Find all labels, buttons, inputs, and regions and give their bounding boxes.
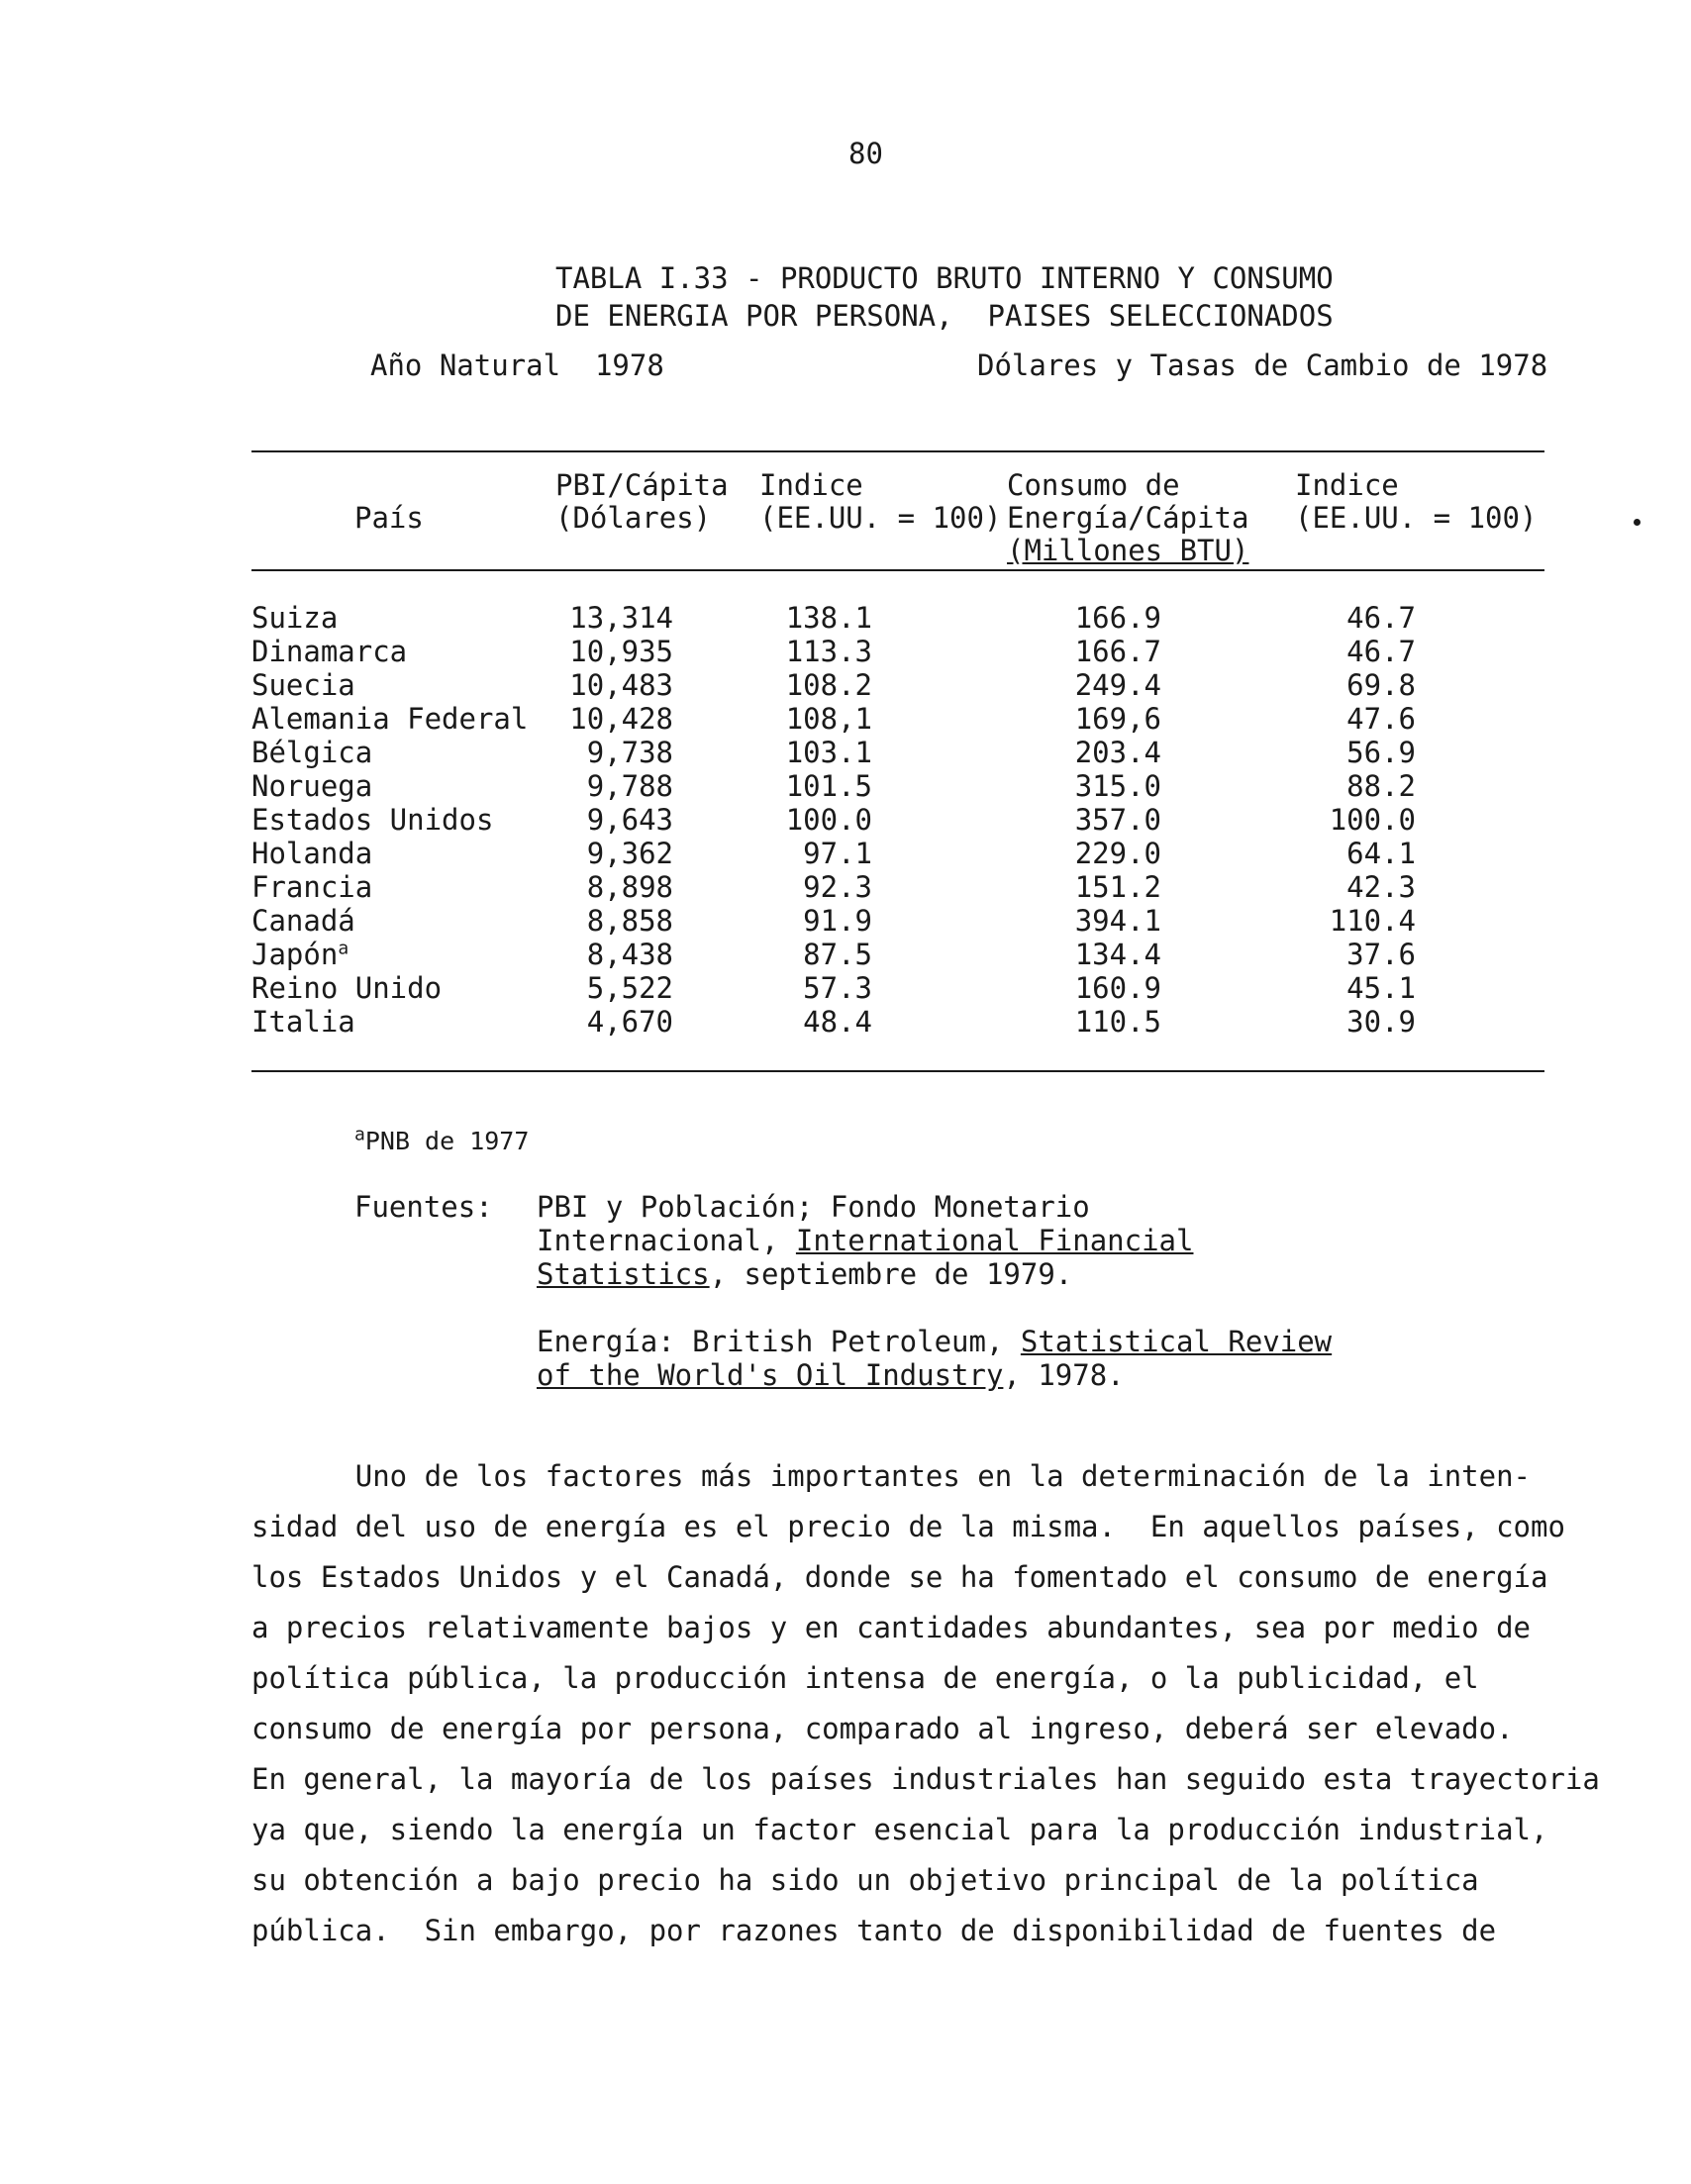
country-cell: Dinamarca — [251, 635, 408, 668]
energy-cell: 151.2 — [1074, 870, 1161, 904]
table-row — [0, 668, 1691, 702]
gdp-cell: 9,643 — [586, 803, 673, 837]
energy-cell: 166.9 — [1074, 601, 1161, 635]
table-row — [0, 837, 1691, 870]
country-cell: Francia — [251, 870, 373, 904]
table-top-rule — [251, 450, 1544, 452]
header-index2-line2: (EE.UU. = 100) — [1295, 501, 1538, 535]
header-index2-line1: Indice — [1295, 468, 1399, 502]
country-cell: Suecia — [251, 668, 355, 702]
footnote-marker: a — [354, 1124, 365, 1145]
energy-index-cell: 100.0 — [1329, 803, 1416, 837]
energy-index-cell: 37.6 — [1346, 938, 1416, 971]
energy-cell: 166.7 — [1074, 635, 1161, 668]
footnote-marker: a — [338, 938, 349, 959]
body-paragraph — [251, 1451, 1600, 1956]
energy-index-cell: 46.7 — [1346, 601, 1416, 635]
energy-index-cell: 47.6 — [1346, 702, 1416, 736]
gdp-index-cell: 108.2 — [785, 668, 872, 702]
gdp-index-cell: 113.3 — [785, 635, 872, 668]
energy-index-cell: 56.9 — [1346, 736, 1416, 769]
gdp-cell: 10,428 — [569, 702, 673, 736]
energy-index-cell: 30.9 — [1346, 1005, 1416, 1039]
paragraph-line: pública. Sin embargo, por razones tanto de disponibilidad de fuentes de — [251, 1914, 1497, 1947]
energy-cell: 315.0 — [1074, 769, 1161, 803]
country-cell: Suiza — [251, 601, 339, 635]
paragraph-line: sidad del uso de energía es el precio de la misma. En aquellos países, como — [251, 1510, 1565, 1543]
table-row — [0, 803, 1691, 837]
gdp-index-cell: 92.3 — [803, 870, 872, 904]
source-energy — [537, 1325, 1348, 1392]
paragraph-line: a precios relativamente bajos y en cantidades abundantes, sea por medio de — [251, 1611, 1532, 1644]
paragraph-line: En general, la mayoría de los países industriales han seguido esta trayectoria — [251, 1762, 1600, 1796]
energy-cell: 134.4 — [1074, 938, 1161, 971]
gdp-index-cell: 91.9 — [803, 904, 872, 938]
table-bottom-rule — [251, 1070, 1544, 1072]
gdp-index-cell: 57.3 — [803, 971, 872, 1005]
energy-index-cell: 88.2 — [1346, 769, 1416, 803]
source-gdp-suffix: , septiembre de 1979. — [709, 1257, 1073, 1291]
header-gdp-line1: PBI/Cápita — [555, 468, 729, 502]
gdp-index-cell: 97.1 — [803, 837, 872, 870]
scan-speck — [1634, 519, 1641, 526]
source-gdp — [537, 1190, 1348, 1291]
energy-index-cell: 46.7 — [1346, 635, 1416, 668]
table-row — [0, 601, 1691, 635]
energy-cell: 203.4 — [1074, 736, 1161, 769]
table-row — [0, 870, 1691, 904]
table-title-line-1: TABLA I.33 - PRODUCTO BRUTO INTERNO Y CONSUMO — [555, 261, 1334, 295]
sources-label: Fuentes: — [354, 1190, 493, 1224]
header-index1-line2: (EE.UU. = 100) — [759, 501, 1002, 535]
country-cell: Estados Unidos — [251, 803, 494, 837]
gdp-cell: 4,670 — [586, 1005, 673, 1039]
header-energy-line2: Energía/Cápita — [1007, 501, 1249, 535]
country-cell: Reino Unido — [251, 971, 443, 1005]
paragraph-line: ya que, siendo la energía un factor esencial para la producción industrial, — [251, 1813, 1548, 1846]
header-energy-line1: Consumo de — [1007, 468, 1180, 502]
table-header-rule — [251, 569, 1544, 571]
country-cell: Noruega — [251, 769, 373, 803]
header-energy-line3: (Millones BTU) — [1007, 534, 1249, 567]
gdp-index-cell: 100.0 — [785, 803, 872, 837]
table-row — [0, 938, 1691, 971]
gdp-index-cell: 87.5 — [803, 938, 872, 971]
country-cell: Italia — [251, 1005, 355, 1039]
source-energy-prefix: Energía: British Petroleum, — [537, 1325, 1021, 1358]
country-cell: Holanda — [251, 837, 373, 870]
energy-cell: 394.1 — [1074, 904, 1161, 938]
source-gdp-title: International Financial Statistics — [537, 1224, 1194, 1291]
header-country: País — [354, 501, 424, 535]
gdp-cell: 5,522 — [586, 971, 673, 1005]
paragraph-line: los Estados Unidos y el Canadá, donde se ha fomentado el consumo de energía — [251, 1560, 1548, 1594]
table-row — [0, 971, 1691, 1005]
energy-index-cell: 42.3 — [1346, 870, 1416, 904]
table-row — [0, 769, 1691, 803]
energy-cell: 357.0 — [1074, 803, 1161, 837]
gdp-cell: 9,788 — [586, 769, 673, 803]
footnote-text: PNB de 1977 — [364, 1127, 530, 1155]
header-gdp-line2: (Dólares) — [555, 501, 712, 535]
country-cell: Alemania Federal — [251, 702, 529, 736]
table-row — [0, 736, 1691, 769]
gdp-cell: 10,483 — [569, 668, 673, 702]
footnote — [354, 1124, 530, 1155]
energy-index-cell: 64.1 — [1346, 837, 1416, 870]
table-row — [0, 635, 1691, 668]
energy-cell: 249.4 — [1074, 668, 1161, 702]
paragraph-line: política pública, la producción intensa de energía, o la publicidad, el — [251, 1661, 1479, 1695]
energy-cell: 169,6 — [1074, 702, 1161, 736]
gdp-cell: 13,314 — [569, 601, 673, 635]
table-title-line-2: DE ENERGIA POR PERSONA, PAISES SELECCIONADOS — [555, 299, 1334, 333]
country-cell — [251, 938, 348, 971]
energy-cell: 110.5 — [1074, 1005, 1161, 1039]
gdp-index-cell: 101.5 — [785, 769, 872, 803]
energy-cell: 229.0 — [1074, 837, 1161, 870]
gdp-cell: 9,738 — [586, 736, 673, 769]
paragraph-line: consumo de energía por persona, comparado al ingreso, deberá ser elevado. — [251, 1712, 1514, 1745]
source-energy-suffix: , 1978. — [1003, 1358, 1125, 1392]
country-cell: Canadá — [251, 904, 355, 938]
table-row — [0, 702, 1691, 736]
header-index1-line1: Indice — [759, 468, 863, 502]
gdp-index-cell: 108,1 — [785, 702, 872, 736]
gdp-index-cell: 138.1 — [785, 601, 872, 635]
gdp-index-cell: 103.1 — [785, 736, 872, 769]
subtitle-currency: Dólares y Tasas de Cambio de 1978 — [977, 348, 1548, 382]
gdp-cell: 8,438 — [586, 938, 673, 971]
subtitle-year: Año Natural 1978 — [370, 348, 664, 382]
gdp-cell: 9,362 — [586, 837, 673, 870]
paragraph-line: su obtención a bajo precio ha sido un objetivo principal de la política — [251, 1863, 1479, 1897]
country-cell: Bélgica — [251, 736, 373, 769]
gdp-cell: 8,898 — [586, 870, 673, 904]
energy-cell: 160.9 — [1074, 971, 1161, 1005]
energy-index-cell: 45.1 — [1346, 971, 1416, 1005]
gdp-cell: 8,858 — [586, 904, 673, 938]
gdp-index-cell: 48.4 — [803, 1005, 872, 1039]
country-name: Japón — [251, 938, 339, 971]
table-row — [0, 904, 1691, 938]
table-row — [0, 1005, 1691, 1039]
paragraph-line: Uno de los factores más importantes en la determinación de la inten- — [251, 1459, 1532, 1493]
source-gdp-prefix: PBI y Población; Fondo Monetario Internacional, — [537, 1190, 1090, 1257]
energy-index-cell: 110.4 — [1329, 904, 1416, 938]
source-energy-title: Statistical Review of the World's Oil Industry — [537, 1325, 1333, 1392]
energy-index-cell: 69.8 — [1346, 668, 1416, 702]
page-number: 80 — [848, 137, 883, 170]
gdp-cell: 10,935 — [569, 635, 673, 668]
